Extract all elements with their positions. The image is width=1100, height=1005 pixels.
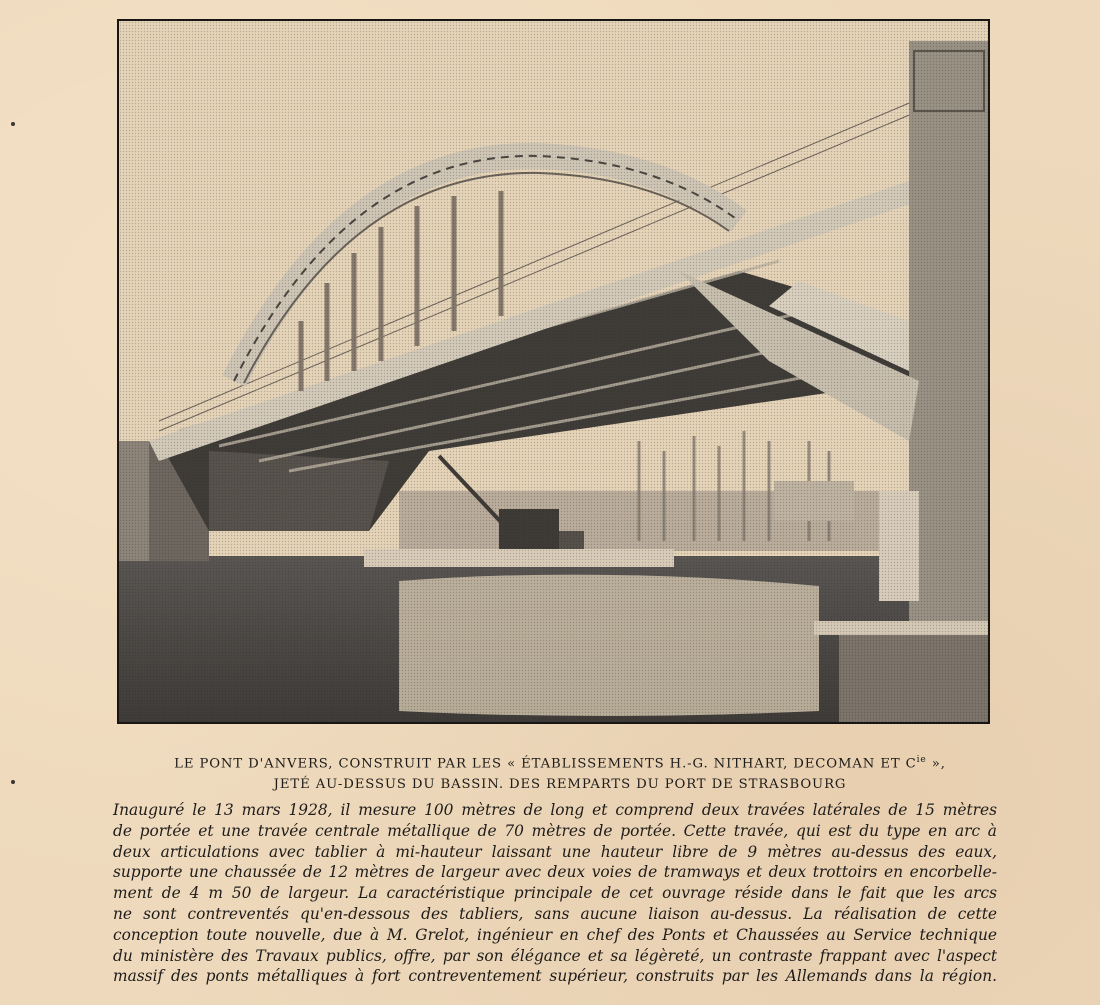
paragraph-line: conception toute nouvelle, due à M. Grelot, ingénieur en chef des Ponts et Chaussées au Service technique	[113, 925, 997, 944]
caption-line-2: JETÉ AU-DESSUS DU BASSIN. DES REMPARTS DU PORT DE STRASBOURG	[273, 777, 847, 793]
paragraph-line: supporte une chaussée de 12 mètres de largeur avec deux voies de tramways et deux trottoirs en encorbelle-	[113, 863, 997, 882]
paragraph-line: Inauguré le 13 mars 1928, il mesure 100 mètres de long et comprend deux travées latérales de 15 mètres	[113, 801, 997, 819]
paragraph-line: ne sont contreventés qu'en-dessous des tabliers, sans aucune liaison au-dessus. La réalisation de cette	[113, 904, 997, 923]
punch-mark	[11, 780, 15, 784]
paragraph-line: massif des ponts métalliques à fort contreventement supérieur, construits par les Allemands dans la région.	[113, 967, 997, 986]
paragraph-line: deux articulations avec tablier à mi-hauteur laissant une hauteur libre de 9 mètres au-dessus des eaux,	[113, 842, 997, 861]
bridge-photograph	[117, 19, 990, 724]
paragraph-line: du ministère des Travaux publics, offre, par son élégance et sa légèreté, un contraste frappant avec l'aspect	[113, 946, 997, 965]
punch-mark	[11, 122, 15, 126]
bridge-illustration	[119, 21, 988, 722]
photo-caption	[110, 750, 1010, 795]
paragraph-line: de portée et une travée centrale métallique de 70 mètres de portée. Cette travée, qui est du type en arc à	[113, 821, 997, 840]
article-paragraph	[113, 800, 997, 987]
paragraph-line: ment de 4 m 50 de largeur. La caractéristique principale de cet ouvrage réside dans le fait que les arcs	[113, 884, 997, 903]
caption-line-1: LE PONT D'ANVERS, CONSTRUIT PAR LES « ÉTABLISSEMENTS H.-G. NITHART, DECOMAN ET $C^{ie}$ »,	[174, 755, 946, 772]
